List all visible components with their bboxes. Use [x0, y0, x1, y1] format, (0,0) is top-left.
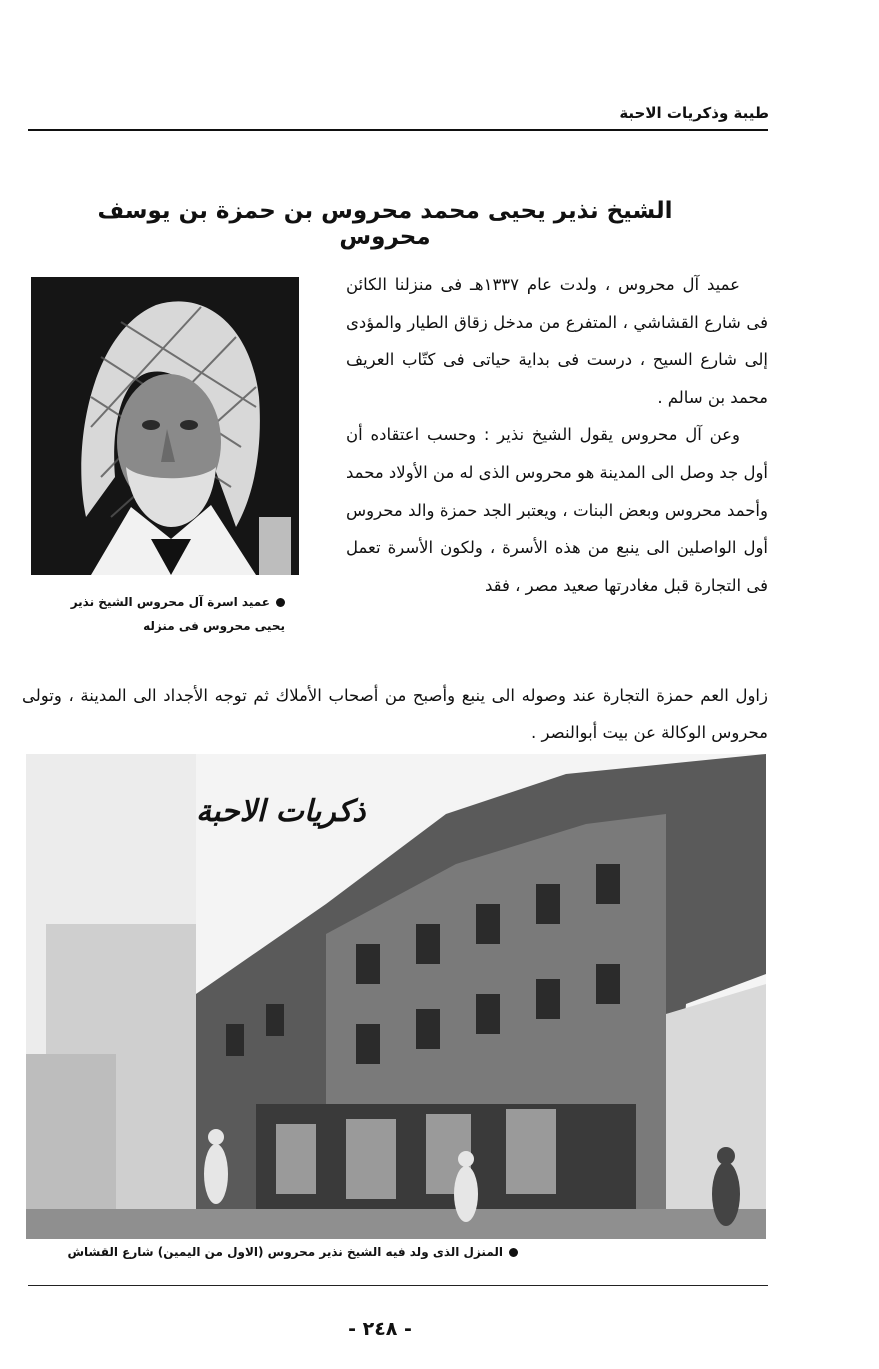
street-caption: [28, 1245, 518, 1259]
bullet-icon: [276, 598, 285, 607]
photo-watermark: ذكريات الاحبة: [196, 794, 366, 829]
portrait-caption-line2: يحيى محروس فى منزله: [143, 619, 285, 633]
article-title: الشيخ نذير يحيى محمد محروس بن حمزة بن يوسف محروس: [97, 198, 673, 250]
street-caption-text: المنزل الذى ولد فيه الشيخ نذير محروس (الاول من اليمين) شارع القشاش: [67, 1245, 503, 1259]
street-photo: [26, 754, 766, 1239]
footer-rule: [28, 1285, 768, 1286]
portrait-caption-line1: عميد اسرة آل محروس الشيخ نذير: [70, 595, 270, 609]
street-illustration: [26, 754, 766, 1239]
paragraph-2-continued: زاول العم حمزة التجارة عند وصوله الى ينبع وأصبح من أصحاب الأملاك ثم توجه الأجداد الى المدينة ، وتولى محروس الوكالة عن بيت أبوالنصر .: [22, 686, 768, 742]
page-number: - ٢٤٨ -: [348, 1318, 412, 1340]
paragraph-1: عميد آل محروس ، ولدت عام ١٣٣٧هـ فى منزلنا الكائن فى شارع القشاشي ، المتفرع من مدخل زقاق الطيار والمؤدى إلى شارع السيح ، درست فى بداية حياتى فى كتّاب العريف محمد بن سالم .: [346, 275, 768, 407]
running-head: طيبة وذكريات الاحبة: [619, 104, 769, 122]
header-rule: [28, 129, 768, 131]
article-body-column: [346, 266, 768, 604]
portrait-caption: [20, 590, 285, 638]
paragraph-2: وعن آل محروس يقول الشيخ نذير : وحسب اعتقاده أن أول جد وصل الى المدينة هو محروس الذى له من الأولاد محمد وأحمد محروس وبعض البنات ، ويعتبر الجد حمزة والد محروس أول الواصلين الى ينبع من هذه الأسرة ، ولكون الأسرة تعمل فى التجارة قبل مغادرتها صعيد مصر ، فقد: [346, 425, 768, 595]
bullet-icon: [509, 1248, 518, 1257]
portrait-illustration: [31, 277, 299, 575]
portrait-photo: [31, 277, 299, 575]
